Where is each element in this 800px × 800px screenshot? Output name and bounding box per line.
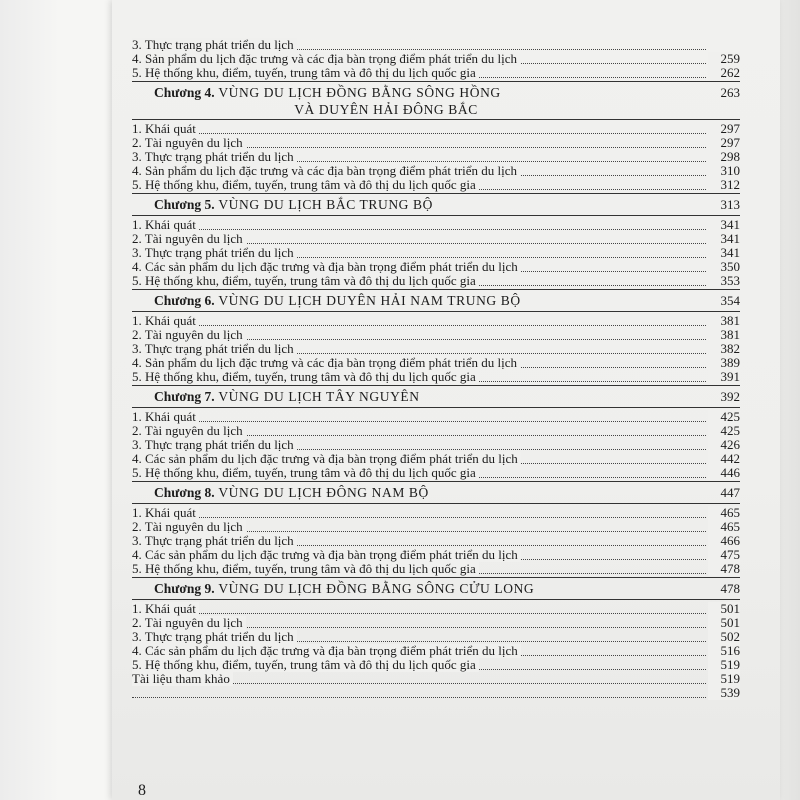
page-ref: 391 [708, 370, 740, 384]
toc-entry[interactable] [132, 314, 740, 328]
chapter-rule [132, 503, 740, 504]
chapter-heading [132, 84, 740, 102]
chapter-rule [132, 385, 740, 386]
toc-entry-text: 1. Khái quát [132, 602, 199, 616]
toc-entry[interactable] [132, 66, 740, 80]
toc-entry-text: 3. Thực trạng phát triển du lịch [132, 38, 297, 52]
toc-entry-text: 2. Tài nguyên du lịch [132, 232, 246, 246]
toc-entry[interactable] [132, 534, 740, 548]
toc-entry[interactable] [132, 328, 740, 342]
chapter-label: Chương 5. [154, 197, 215, 212]
chapter-heading [132, 580, 740, 598]
toc-entry[interactable] [132, 370, 740, 384]
toc-entry[interactable] [132, 602, 740, 616]
dot-leader [132, 325, 706, 326]
toc-entry-text: 2. Tài nguyên du lịch [132, 136, 246, 150]
toc-entry-text: 1. Khái quát [132, 314, 199, 328]
page-ref: 263 [720, 85, 740, 100]
chapter-heading [132, 196, 740, 214]
toc-entry-text: 5. Hệ thống khu, điểm, tuyến, trung tâm và đô thị du lịch quốc gia [132, 658, 479, 672]
page-ref: 259 [708, 52, 740, 66]
page-ref: 310 [708, 164, 740, 178]
toc-entry[interactable] [132, 438, 740, 452]
chapter-label: Chương 6. [154, 293, 215, 308]
page-ref: 501 [708, 602, 740, 616]
page-ref: 478 [720, 581, 740, 596]
toc-entry-text: 4. Các sản phẩm du lịch đặc trưng và địa bàn trọng điểm phát triển du lịch [132, 548, 521, 562]
chapter-rule [132, 215, 740, 216]
page-ref: 298 [708, 150, 740, 164]
dot-leader [132, 133, 706, 134]
page-ref: 354 [720, 293, 740, 308]
toc-entry-text: 4. Các sản phẩm du lịch đặc trưng và địa bàn trọng điểm phát triển du lịch [132, 644, 521, 658]
toc-entry-text: 4. Các sản phẩm du lịch đặc trưng và địa bàn trọng điểm phát triển du lịch [132, 260, 521, 274]
toc-entry-text: 1. Khái quát [132, 122, 199, 136]
toc-entry[interactable] [132, 342, 740, 356]
chapter-rule [132, 577, 740, 578]
toc-entry[interactable] [132, 452, 740, 466]
page-ref: 516 [708, 644, 740, 658]
dot-leader [132, 517, 706, 518]
chapter-label: Chương 4. [154, 85, 215, 100]
toc-entry[interactable] [132, 52, 740, 66]
toc-entry-text: 2. Tài nguyên du lịch [132, 424, 246, 438]
toc-entry-text: 5. Hệ thống khu, điểm, tuyến, trung tâm và đô thị du lịch quốc gia [132, 66, 479, 80]
chapter-rule [132, 119, 740, 120]
page-ref: 478 [708, 562, 740, 576]
chapter-title: VÙNG DU LỊCH ĐỒNG BẰNG SÔNG CỬU LONG [218, 581, 535, 596]
toc-entry-text: 4. Sản phẩm du lịch đặc trưng và các địa bàn trọng điểm phát triển du lịch [132, 356, 520, 370]
page-number: 8 [138, 782, 146, 799]
page-ref: 297 [708, 136, 740, 150]
toc-entry[interactable] [132, 260, 740, 274]
toc-entry-text: 3. Thực trạng phát triển du lịch [132, 438, 297, 452]
dot-leader [132, 421, 706, 422]
toc-entry-text: 3. Thực trạng phát triển du lịch [132, 150, 297, 164]
toc-entry[interactable] [132, 356, 740, 370]
toc-entry[interactable] [132, 658, 740, 672]
toc-entry[interactable] [132, 178, 740, 192]
chapter-subtitle: VÀ DUYÊN HẢI ĐÔNG BẮC [294, 102, 478, 117]
page-ref: 341 [708, 246, 740, 260]
toc-entry-text: 1. Khái quát [132, 506, 199, 520]
dot-leader [132, 613, 706, 614]
chapter-rule [132, 481, 740, 482]
page-ref: 539 [708, 686, 740, 700]
page-ref: 341 [708, 218, 740, 232]
table-of-contents [132, 38, 740, 700]
toc-entry[interactable] [132, 218, 740, 232]
chapter-rule [132, 407, 740, 408]
page-ref: 501 [708, 616, 740, 630]
chapter-title: VÙNG DU LỊCH ĐỒNG BẰNG SÔNG HỒNG [218, 85, 501, 100]
page-ref: 389 [708, 356, 740, 370]
book-page [112, 0, 780, 800]
chapter-rule [132, 81, 740, 82]
toc-entry-text: 5. Hệ thống khu, điểm, tuyến, trung tâm và đô thị du lịch quốc gia [132, 274, 479, 288]
chapter-rule [132, 599, 740, 600]
toc-entry-text: 4. Sản phẩm du lịch đặc trưng và các địa bàn trọng điểm phát triển du lịch [132, 52, 520, 66]
toc-entry[interactable] [132, 672, 740, 686]
page-ref: 519 [708, 658, 740, 672]
toc-entry-text: 3. Thực trạng phát triển du lịch [132, 342, 297, 356]
toc-entry[interactable] [132, 232, 740, 246]
page-ref: 392 [720, 389, 740, 404]
page-ref: 465 [708, 520, 740, 534]
toc-entry-text: 1. Khái quát [132, 410, 199, 424]
chapter-rule [132, 193, 740, 194]
toc-entry[interactable] [132, 424, 740, 438]
toc-entry-text: 3. Thực trạng phát triển du lịch [132, 246, 297, 260]
page-ref: 475 [708, 548, 740, 562]
chapter-title: VÙNG DU LỊCH TÂY NGUYÊN [218, 389, 420, 404]
chapter-title: VÙNG DU LỊCH BẮC TRUNG BỘ [218, 197, 433, 212]
toc-entry-text: 5. Hệ thống khu, điểm, tuyến, trung tâm và đô thị du lịch quốc gia [132, 178, 479, 192]
toc-entry[interactable] [132, 274, 740, 288]
page-ref: 502 [708, 630, 740, 644]
toc-entry[interactable] [132, 548, 740, 562]
chapter-rule [132, 311, 740, 312]
toc-entry-text: 4. Các sản phẩm du lịch đặc trưng và địa bàn trọng điểm phát triển du lịch [132, 452, 521, 466]
page-ref: 425 [708, 410, 740, 424]
page-ref: 350 [708, 260, 740, 274]
page-ref: 312 [708, 178, 740, 192]
toc-entry-text: 2. Tài nguyên du lịch [132, 520, 246, 534]
page-ref: 381 [708, 328, 740, 342]
toc-entry[interactable] [132, 644, 740, 658]
chapter-label: Chương 9. [154, 581, 215, 596]
page-ref: 313 [720, 197, 740, 212]
toc-entry[interactable] [132, 164, 740, 178]
toc-entry[interactable] [132, 616, 740, 630]
chapter-heading [132, 388, 740, 406]
toc-entry[interactable] [132, 562, 740, 576]
toc-entry-text: 3. Thực trạng phát triển du lịch [132, 534, 297, 548]
chapter-label: Chương 8. [154, 485, 215, 500]
page-ref: 426 [708, 438, 740, 452]
toc-entry-text: 5. Hệ thống khu, điểm, tuyến, trung tâm và đô thị du lịch quốc gia [132, 370, 479, 384]
toc-entry-text: 4. Sản phẩm du lịch đặc trưng và các địa bàn trọng điểm phát triển du lịch [132, 164, 520, 178]
toc-entry-text: 3. Thực trạng phát triển du lịch [132, 630, 297, 644]
toc-entry-text: 2. Tài nguyên du lịch [132, 616, 246, 630]
chapter-heading [132, 484, 740, 502]
toc-entry[interactable] [132, 38, 740, 52]
page-ref: 466 [708, 534, 740, 548]
dot-leader [132, 229, 706, 230]
toc-entry-text: 5. Hệ thống khu, điểm, tuyến, trung tâm và đô thị du lịch quốc gia [132, 562, 479, 576]
page-ref: 447 [720, 485, 740, 500]
toc-entry[interactable] [132, 246, 740, 260]
toc-entry[interactable] [132, 630, 740, 644]
page-ref: 465 [708, 506, 740, 520]
page-ref: 262 [708, 66, 740, 80]
page-ref: 442 [708, 452, 740, 466]
toc-entry[interactable] [132, 410, 740, 424]
toc-entry[interactable] [132, 466, 740, 480]
chapter-title: VÙNG DU LỊCH ĐÔNG NAM BỘ [218, 485, 429, 500]
chapter-heading [132, 292, 740, 310]
toc-entry[interactable] [132, 122, 740, 136]
page-ref: 382 [708, 342, 740, 356]
toc-page-only[interactable] [132, 686, 740, 700]
page-ref: 353 [708, 274, 740, 288]
page-ref: 381 [708, 314, 740, 328]
page-ref: 341 [708, 232, 740, 246]
chapter-rule [132, 289, 740, 290]
page-ref: 519 [708, 672, 740, 686]
toc-entry[interactable] [132, 520, 740, 534]
chapter-label: Chương 7. [154, 389, 215, 404]
toc-entry-text: 5. Hệ thống khu, điểm, tuyến, trung tâm và đô thị du lịch quốc gia [132, 466, 479, 480]
toc-entry[interactable] [132, 506, 740, 520]
toc-entry-text: 1. Khái quát [132, 218, 199, 232]
page-ref: 297 [708, 122, 740, 136]
toc-entry[interactable] [132, 136, 740, 150]
chapter-title: VÙNG DU LỊCH DUYÊN HẢI NAM TRUNG BỘ [218, 293, 521, 308]
page-ref: 446 [708, 466, 740, 480]
page-ref: 425 [708, 424, 740, 438]
toc-entry[interactable] [132, 150, 740, 164]
toc-entry-text: 2. Tài nguyên du lịch [132, 328, 246, 342]
dot-leader [132, 697, 706, 698]
toc-entry-text: Tài liệu tham khảo [132, 672, 233, 686]
